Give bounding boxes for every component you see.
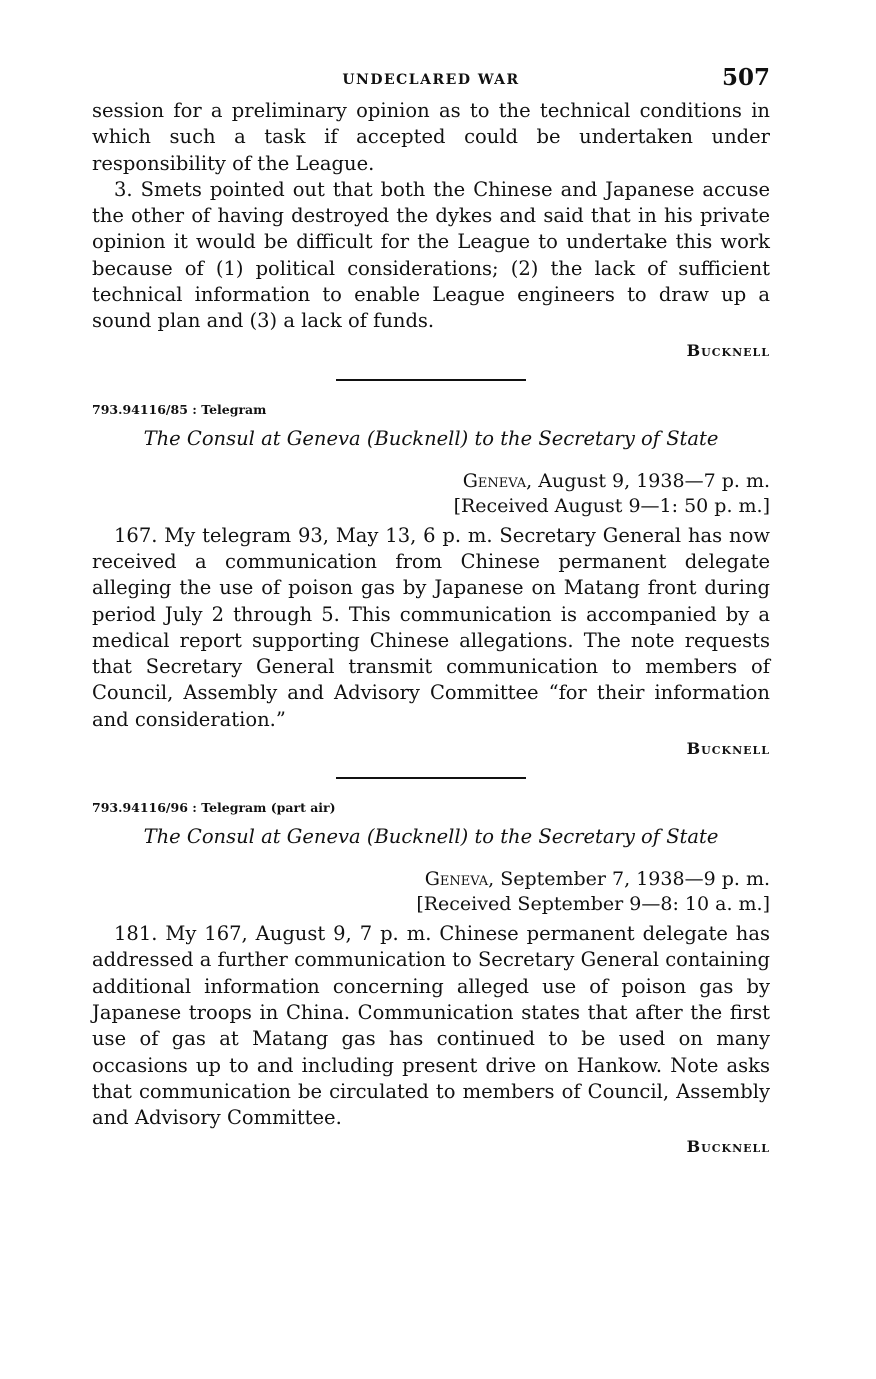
telegram-section-1: [92, 401, 770, 761]
document-title: The Consul at Geneva (Bucknell) to the Secretary of State: [143, 825, 719, 849]
signature: Bucknell: [686, 340, 770, 360]
page-number: 507: [721, 64, 770, 91]
file-reference: 793.94116/85 : Telegram: [92, 401, 267, 417]
telegram-section-2: [92, 799, 770, 1159]
received-note: [Received September 9—8: 10 a. m.]: [416, 893, 770, 916]
numbered-paragraph-3: 3. Smets pointed out that both the Chinese and Japanese accuse the other of having destroyed the dykes and said that in his private opinion it would be difficult for the League to undertake this work because of (1) political considerations; (2) the lack of sufficient technical information to enable League engineers to draw up a sound plan and (3) a lack of funds.: [92, 177, 770, 333]
dateline: [92, 469, 770, 494]
section-divider: [336, 777, 526, 779]
running-header: [92, 62, 770, 98]
telegram-body: 167. My telegram 93, May 13, 6 p. m. Secretary General has now received a communication from Chinese permanent delegate alleging the use of poison gas by Japanese on Matang front during period July 2 through 5. This communication is accompanied by a medical report supporting Chinese allegations. The note requests that Secretary General transmit communication to members of Council, Assembly and Advisory Committee “for their information and consideration.”: [92, 523, 770, 731]
section-divider: [336, 379, 526, 381]
telegram-body: 181. My 167, August 9, 7 p. m. Chinese permanent delegate has addressed a further communication to Secretary General containing additional information concerning alleged use of poison gas by Japanese troops in China. Communication states that after the first use of gas at Matang gas has continued to be used on many occasions up to and including present drive on Hankow. Note asks that communication be circulated to members of Council, Assembly and Advisory Committee.: [92, 922, 770, 1130]
document-page: [92, 62, 770, 1159]
signature: Bucknell: [686, 739, 770, 759]
running-title: UNDECLARED WAR: [342, 72, 520, 88]
dateline-time: September 7, 1938—9 p. m.: [500, 868, 770, 891]
dateline-place: Geneva,: [424, 868, 495, 891]
file-reference: 793.94116/96 : Telegram (part air): [92, 800, 336, 816]
received-note: [Received August 9—1: 50 p. m.]: [453, 494, 770, 517]
dateline-place: Geneva,: [462, 469, 533, 492]
signature: Bucknell: [686, 1137, 770, 1157]
document-title: The Consul at Geneva (Bucknell) to the Secretary of State: [143, 426, 719, 450]
dateline: [92, 867, 770, 892]
dateline-time: August 9, 1938—7 p. m.: [538, 469, 770, 492]
continuation-paragraph: session for a preliminary opinion as to the technical conditions in which such a task if accepted could be undertaken under responsibility of the League.: [92, 99, 770, 175]
